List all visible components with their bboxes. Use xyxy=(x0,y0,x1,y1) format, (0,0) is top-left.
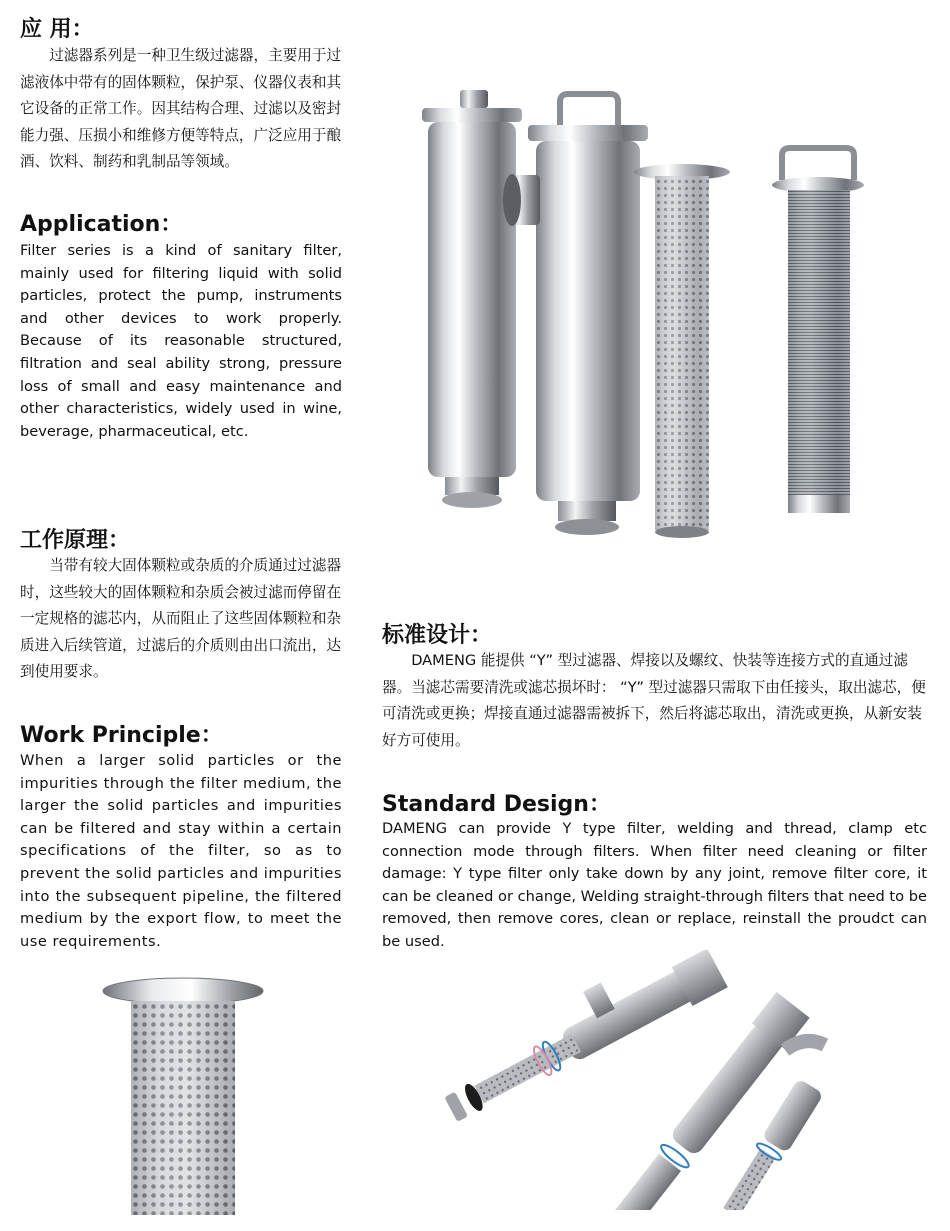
application-heading-cn: 应 用： xyxy=(20,17,94,42)
work-principle-heading-en: Work Principle： xyxy=(20,723,223,748)
application-heading-en: Application： xyxy=(20,212,183,237)
filter-housing-side-inlet xyxy=(503,94,648,535)
work-principle-text-cn: 当带有较大固体颗粒或杂质的介质通过过滤器时，这些较大的固体颗粒和杂质会被过滤而停留在一定规格的滤芯内，从而阻止了这些固体颗粒和杂质进入后续管道，过滤后的介质则由出口流出，达到使用要求。 xyxy=(20,557,342,680)
wedge-wire-cartridge xyxy=(772,148,864,513)
standard-design-text-cn: DAMENG 能提供 “Y” 型过滤器、焊接以及螺纹、快装等连接方式的直通过滤器。当滤芯需要清洗或滤芯损坏时： “Y” 型过滤器只需取下由任接头，取出滤芯，便可清洗或更换；焊接直通过滤器需被拆下，然后将滤芯取出，清洗或更换，从新安装好方可使用。 xyxy=(382,652,926,749)
work-principle-text-en: When a larger solid particles or the impurities through the filter medium, the larger the solid particles and impurities can be filtered and stay within a certain specifications of the filter, so as to prevent the solid particles and impurities into the subsequent pipeline, the filtered medium by the export flow, to meet the use requirements. xyxy=(20,752,342,950)
perforated-basket-filter xyxy=(634,164,730,538)
standard-design-heading-cn: 标准设计： xyxy=(382,623,493,648)
basket-closeup-image xyxy=(95,975,275,1215)
application-text-en: Filter series is a kind of sanitary filter, mainly used for filtering liquid with solid particles, protect the pump, instruments and other devices to work properly. Because of its reasonable structured, filtration and seal ability strong, pressure loss of small and easy maintenance and other characteristics, widely used in wine, beverage, pharmaceutical, etc. xyxy=(20,242,342,440)
filter-housing-tall xyxy=(422,90,522,508)
work-principle-heading-cn: 工作原理： xyxy=(20,528,131,553)
exploded-view-image xyxy=(430,950,890,1210)
filter-products-image xyxy=(410,80,880,550)
standard-design-text-en: DAMENG can provide Y type filter, welding and thread, clamp etc connection mode through filters. When filter need cleaning or filter damage: Y type filter only take down by any joint, remove filter core, it can be cleaned or change, Welding straight-through filters that need to be removed, then remove cores, clean or replace, reinstall the proudct can be used. xyxy=(382,820,927,950)
standard-design-heading-en: Standard Design： xyxy=(382,792,611,817)
application-text-cn: 过滤器系列是一种卫生级过滤器，主要用于过滤液体中带有的固体颗粒，保护泵、仪器仪表和其它设备的正常工作。因其结构合理、过滤以及密封能力强、压损小和维修方便等特点，广泛应用于酿酒、饮料、制药和乳制品等领域。 xyxy=(20,47,342,170)
y-filter-assembly xyxy=(431,950,728,1129)
